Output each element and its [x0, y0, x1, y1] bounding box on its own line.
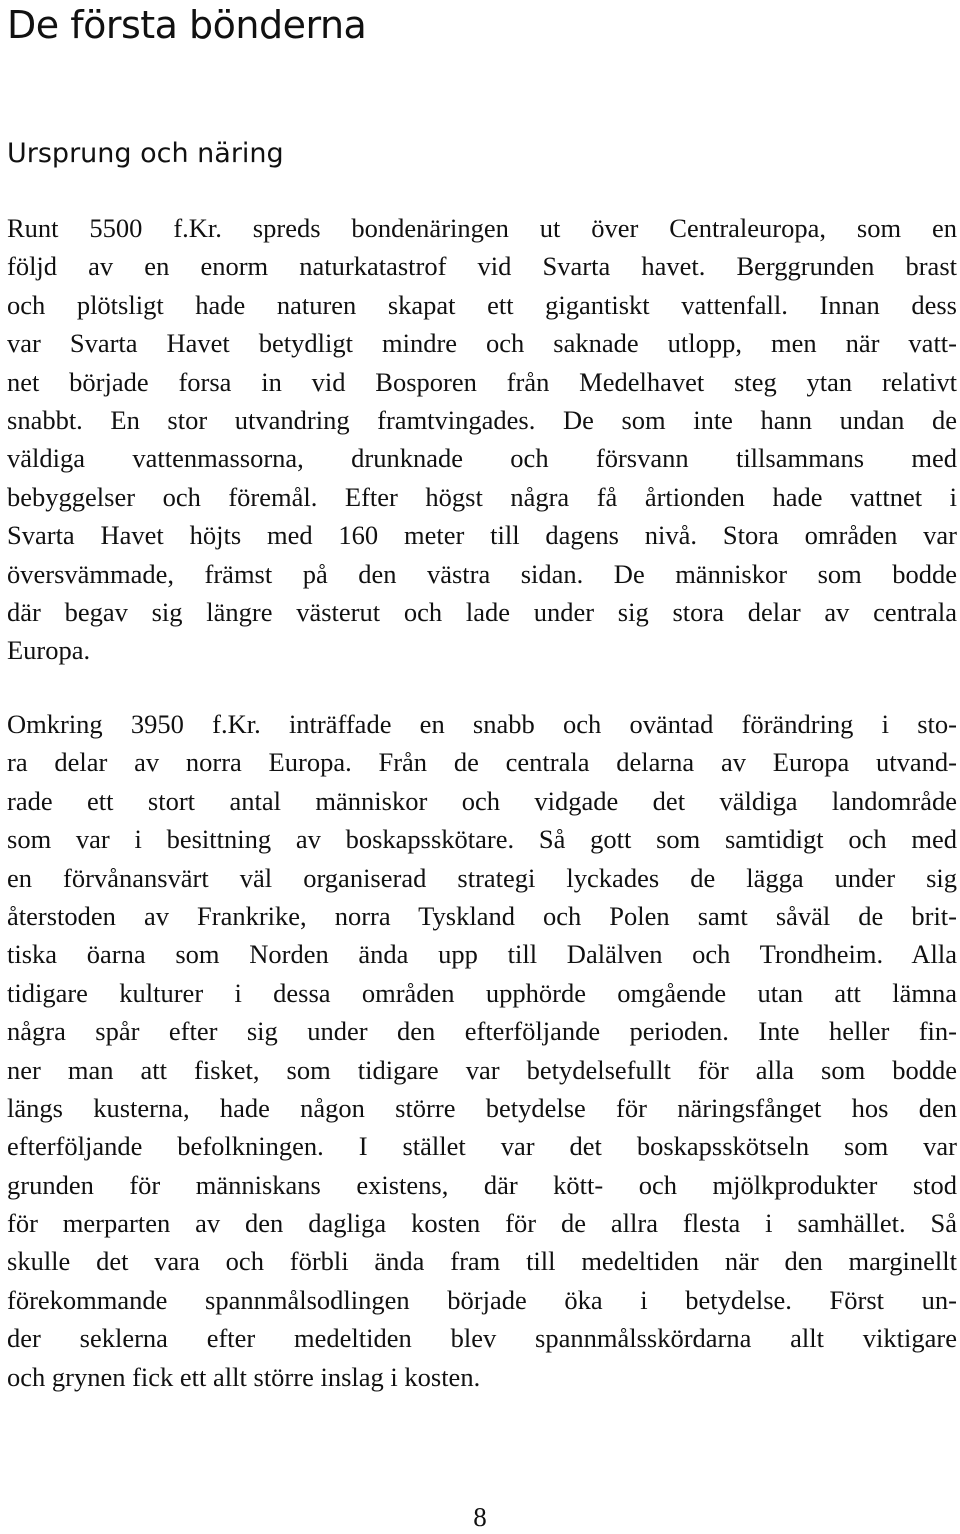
paragraph-2 — [7, 705, 957, 1396]
text-line: efterföljande befolkningen. I stället var det boskapsskötseln som var — [7, 1131, 957, 1162]
text-line: återstoden av Frankrike, norra Tyskland och Polen samt såväl de brit- — [7, 900, 957, 931]
text-line: förekommande spannmålsodlingen började öka i betydelse. Först un- — [7, 1284, 957, 1315]
text-line: en förvånansvärt väl organiserad strategi lyckades de lägga under sig — [7, 862, 957, 893]
text-line: som var i besittning av boskapsskötare. Så gott som samtidigt och med — [7, 824, 957, 855]
text-line: väldiga vattenmassorna, drunknade och försvann tillsammans med — [7, 443, 957, 474]
text-line: bebyggelser och föremål. Efter högst några få årtionden hade vattnet i — [7, 481, 957, 512]
text-line: och plötsligt hade naturen skapat ett gigantiskt vattenfall. Innan dess — [7, 289, 957, 320]
text-line: för merparten av den dagliga kosten för de allra flesta i samhället. Så — [7, 1208, 957, 1239]
text-line: tiska öarna som Norden ända upp till Dalälven och Trondheim. Alla — [7, 939, 957, 970]
text-line: der seklerna efter medeltiden blev spannmålsskördarna allt viktigare — [7, 1323, 957, 1354]
text-line: net började forsa in vid Bosporen från Medelhavet steg ytan relativt — [7, 366, 957, 397]
text-line: Runt 5500 f.Kr. spreds bondenäringen ut över Centraleuropa, som en — [7, 213, 957, 243]
text-line: där begav sig längre västerut och lade under sig stora delar av centrala — [7, 596, 957, 627]
page-number: 8 — [473, 1502, 487, 1532]
text-line: Svarta Havet höjts med 160 meter till dagens nivå. Stora områden var — [7, 520, 957, 551]
text-line: följd av en enorm naturkatastrof vid Svarta havet. Berggrunden brast — [7, 251, 957, 282]
text-line: rade ett stort antal människor och vidgade det väldiga landområde — [7, 785, 957, 816]
text-line: några spår efter sig under den efterföljande perioden. Inte heller fin- — [7, 1016, 957, 1047]
text-line: snabbt. En stor utvandring framtvingades. De som inte hann undan de — [7, 404, 957, 435]
text-line: längs kusterna, hade någon större betydelse för näringsfånget hos den — [7, 1092, 957, 1123]
text-line: skulle det vara och förbli ända fram till medeltiden när den marginellt — [7, 1246, 957, 1277]
text-line: ra delar av norra Europa. Från de centrala delarna av Europa utvand- — [7, 747, 957, 778]
text-line: grunden för människans existens, där kött- och mjölkprodukter stod — [7, 1169, 957, 1200]
text-line: översvämmade, främst på den västra sidan. De människor som bodde — [7, 558, 957, 589]
page-title: De första bönderna — [7, 3, 367, 47]
text-line: Europa. — [7, 635, 91, 666]
paragraph-1 — [7, 209, 957, 670]
text-line: ner man att fisket, som tidigare var betydelsefullt för alla som bodde — [7, 1054, 957, 1085]
text-line: och grynen fick ett allt större inslag i kosten. — [7, 1361, 481, 1392]
text-line: tidigare kulturer i dessa områden upphörde omgående utan att lämna — [7, 977, 957, 1008]
text-line: var Svarta Havet betydligt mindre och saknade utlopp, men när vatt- — [7, 328, 957, 359]
text-line: Omkring 3950 f.Kr. inträffade en snabb och oväntad förändring i sto- — [7, 709, 957, 739]
section-heading: Ursprung och näring — [7, 138, 284, 169]
